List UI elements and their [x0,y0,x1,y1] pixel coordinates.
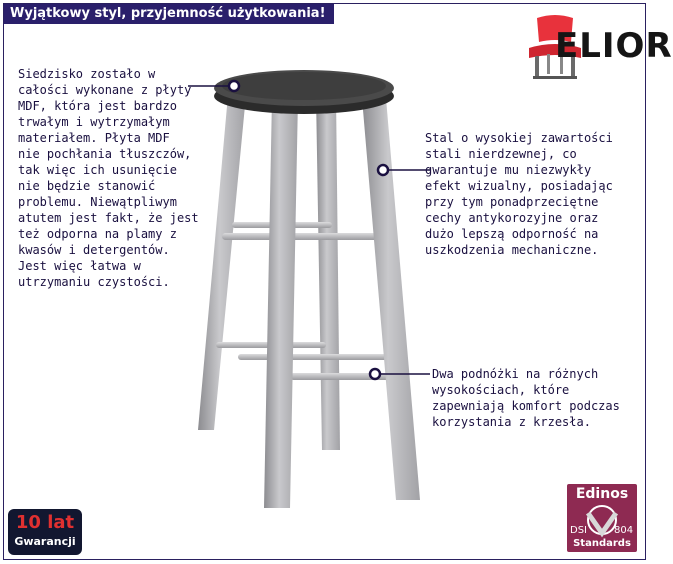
edinos-number: 804 [614,525,634,536]
edinos-brand: Edinos [575,486,629,502]
seat-description: Siedzisko zostało w całości wykonane z płyty MDF, która jest bardzo trwałym i wytrzymałym materiałem. Płyta MDF nie pochłania tłuszczów, tak więc ich usunięcie nie będzie stanowić problemu. Niewątpliwym atutem jest fakt, że jest też odporna na plamy z kwasów i detergentów. Jest więc łatwa w utrzymaniu czystości. [18,67,199,289]
warranty-years: 10 lat [15,512,75,533]
edinos-dsi: DSI [570,525,587,536]
edinos-standards-label: Standards [573,538,631,549]
footrest-description: Dwa podnóżki na różnych wysokościach, które zapewniają komfort podczas korzystania z krzesła. [432,367,620,429]
brand-logo: ELIOR [555,26,673,66]
warranty-badge [8,509,82,555]
edinos-standards-badge [567,484,637,552]
page-title: Wyjątkowy styl, przyjemność użytkowania! [4,4,334,24]
steel-description: Stal o wysokiej zawartości stali nierdzewnej, co gwarantuje mu niezwykły efekt wizualny, posiadając przy tym ponadprzeciętne cechy antykorozyjne oraz dużo lepszą odporność na uszkodzenia mechaniczne. [425,131,613,257]
warranty-label: Gwarancji [14,535,76,548]
